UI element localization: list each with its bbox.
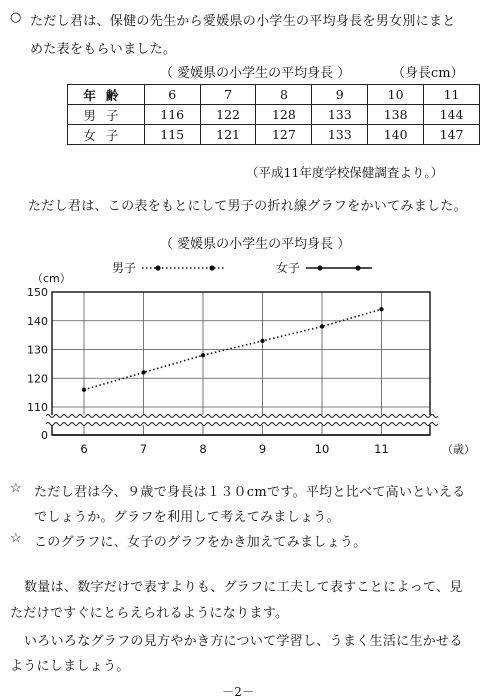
value-cell: 133: [312, 125, 368, 145]
table-source: （平成11年度学校保健調査より。）: [246, 165, 444, 180]
value-cell: 133: [312, 105, 368, 125]
value-cell: 115: [144, 125, 200, 145]
value-cell: 144: [424, 105, 480, 125]
y-tick-label: 110: [27, 401, 48, 414]
age-cell: 6: [144, 85, 200, 105]
x-tick-label: 8: [199, 442, 207, 456]
y-tick-label: 150: [27, 286, 48, 299]
value-cell: 127: [256, 125, 312, 145]
closing-p1-line-1: 数量は、数字だけで表すよりも、グラフに工夫して表すことによって、見: [24, 580, 463, 595]
legend-marker-girls: [355, 265, 360, 270]
value-cell: 122: [200, 105, 256, 125]
boys-data-point: [201, 353, 205, 357]
y-tick-label: 130: [27, 343, 48, 357]
legend-marker-boys: [209, 265, 214, 270]
question-1-line-1: ただし君は今、９歳で身長は１３０cmです。平均と比べて高いといえる: [34, 485, 466, 500]
value-cell: 147: [424, 125, 480, 145]
x-tick-label: 7: [139, 442, 148, 456]
y-tick-label: 140: [27, 314, 48, 328]
x-tick-label: 9: [258, 442, 267, 456]
closing-p2-line-2: ようにしましょう。: [10, 659, 130, 674]
x-tick-label: 11: [374, 442, 389, 456]
row-label-girls: 女子: [68, 125, 145, 145]
boys-data-point: [260, 339, 264, 343]
closing-p2-line-1: いろいろなグラフの見方やかき方について学習し、うまく生活に生かせる: [24, 634, 463, 649]
header-age-cell: 年齢: [68, 85, 145, 105]
boys-data-point: [82, 388, 86, 392]
age-cell: 10: [368, 85, 424, 105]
row-label-boys: 男子: [68, 105, 145, 125]
value-cell: 128: [256, 105, 312, 125]
question-1-bullet: ☆: [10, 481, 22, 496]
boys-data-point: [141, 370, 145, 374]
intro-line-1: ただし君は、保健の先生から愛媛県の小学生の平均身長を男女別にまと: [30, 14, 456, 29]
question-2-line-1: このグラフに、女子のグラフをかき加えてみましょう。: [34, 535, 367, 550]
legend-marker-girls: [317, 265, 322, 270]
intro-bullet: ○: [10, 10, 22, 25]
value-cell: 116: [144, 105, 200, 125]
x-tick-label: 10: [314, 442, 330, 456]
plot-frame: [52, 292, 430, 435]
chart-title: （ 愛媛県の小学生の平均身長 ）: [160, 237, 351, 252]
age-cell: 11: [424, 85, 480, 105]
table-unit: （身長cm）: [392, 66, 464, 81]
x-axis-label: （歳）: [442, 443, 475, 456]
y-tick-label: 0: [41, 429, 48, 442]
question-1-line-2: でしょうか。グラフを利用して考えてみましょう。: [34, 510, 340, 525]
boys-data-point: [379, 307, 383, 311]
middle-text: ただし君は、この表をもとにして男子の折れ線グラフをかいてみました。: [28, 199, 467, 214]
table-title: （ 愛媛県の小学生の平均身長 ）: [160, 66, 351, 81]
legend-label-boys: 男子: [112, 261, 137, 275]
y-tick-label: 120: [27, 372, 48, 386]
legend-marker-boys: [155, 265, 160, 270]
closing-p1-line-2: ただけですぐにとらえられるようになります。: [10, 606, 289, 621]
value-cell: 138: [368, 105, 424, 125]
value-cell: 121: [200, 125, 256, 145]
boys-data-point: [320, 324, 324, 328]
age-cell: 8: [256, 85, 312, 105]
value-cell: 140: [368, 125, 424, 145]
age-cell: 7: [200, 85, 256, 105]
age-cell: 9: [312, 85, 368, 105]
x-tick-label: 6: [80, 442, 88, 456]
intro-line-2: めた表をもらいました。: [30, 42, 177, 57]
legend-label-girls: 女子: [276, 261, 301, 275]
question-2-bullet: ☆: [10, 531, 22, 546]
y-axis-label: （cm）: [32, 272, 71, 285]
page-number: －2－: [222, 685, 255, 699]
